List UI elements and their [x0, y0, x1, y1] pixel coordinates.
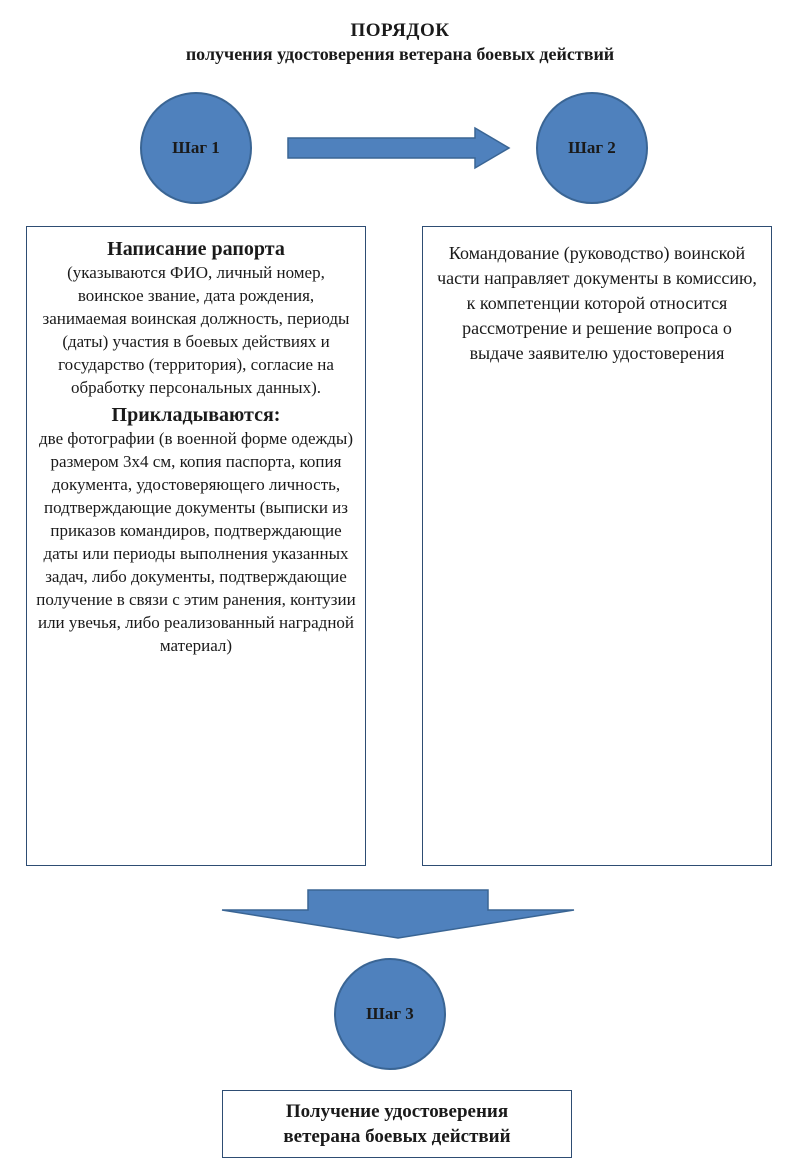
step-2-label: Шаг 2 — [568, 138, 616, 157]
step-3-result-line-1: Получение удостоверения — [285, 1101, 509, 1122]
step-3-label: Шаг 3 — [366, 1004, 414, 1023]
step-3-result-line-2: ветерана боевых действий — [283, 1126, 511, 1147]
attachments-details: две фотографии (в военной форме одежды) размером 3х4 см, копия паспорта, копия документа, удостоверяющего личность, подтверждающие документы (выписки из приказов командиров, подтверждающие даты или периоды выполнения указанных задач, либо документы, подтверждающие получение в связи с этим ранения, контузии или увечья, либо реализованный наградной материал) — [36, 429, 356, 655]
step-2-circle — [536, 92, 648, 204]
step-3-result-box — [222, 1090, 572, 1158]
down-arrow-icon — [220, 888, 576, 940]
step-2-details: Командование (руководство) воинской части направляет документы в комиссию, к компетенции которой относится рассмотрение и решение вопроса о выдаче заявителю удостоверения — [437, 243, 757, 363]
attachments-heading: Прикладываются: — [111, 404, 281, 426]
step-1-details: (указываются ФИО, личный номер, воинское звание, дата рождения, занимаемая воинская должность, периоды (даты) участия в боевых действиях и государство (территория), согласие на обработку персональных данных). — [42, 263, 350, 397]
right-arrow-icon — [287, 126, 513, 170]
step-1-heading: Написание рапорта — [107, 238, 285, 260]
step-2-description-box — [422, 226, 772, 866]
page-title: ПОРЯДОК — [350, 20, 450, 41]
page-subtitle: получения удостоверения ветерана боевых действий — [185, 44, 615, 64]
step-1-circle — [140, 92, 252, 204]
step-1-label: Шаг 1 — [172, 138, 220, 157]
step-3-circle — [334, 958, 446, 1070]
step-1-description-box — [26, 226, 366, 866]
